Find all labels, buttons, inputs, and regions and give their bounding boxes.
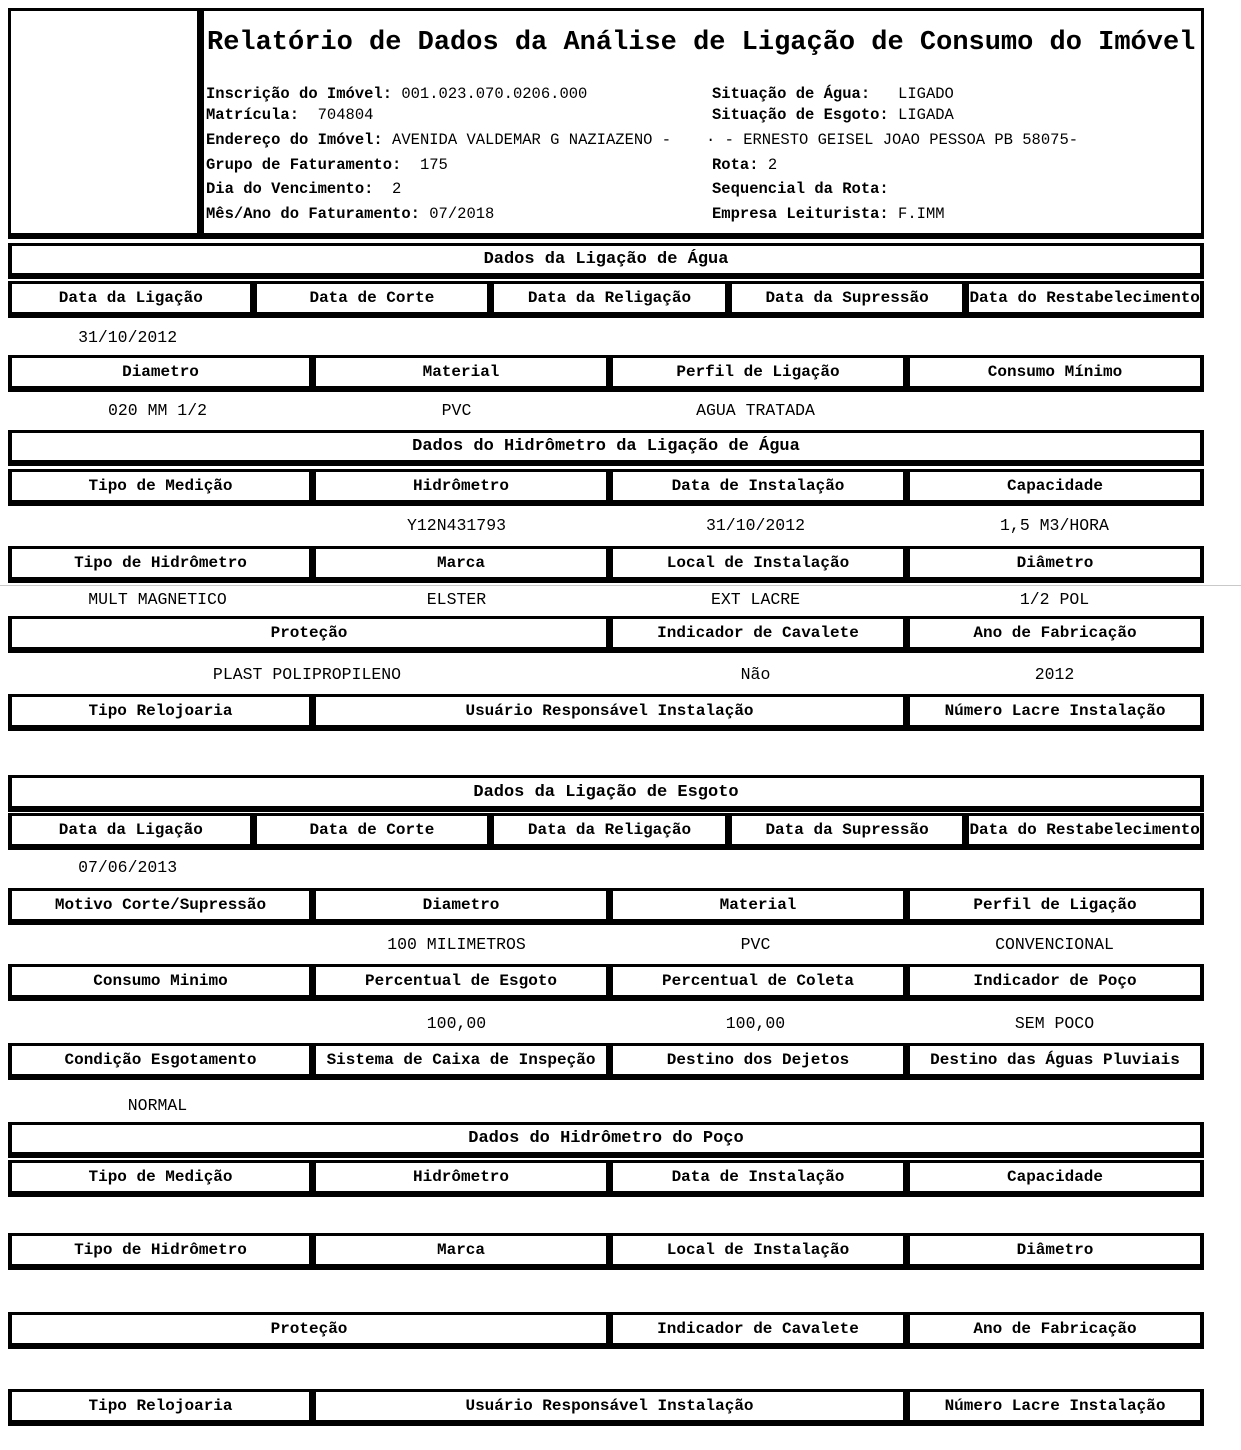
value-cell: 31/10/2012 — [705, 515, 806, 535]
column-header: Marca — [309, 1236, 606, 1264]
column-header: Diâmetro — [903, 1236, 1200, 1264]
value-cell — [307, 1094, 606, 1116]
hidro-agua-value-row-a — [8, 514, 1204, 536]
column-header: Capacidade — [903, 472, 1200, 500]
value-cell: 020 MM 1/2 — [107, 400, 208, 420]
esgoto-header-row-3 — [8, 964, 1204, 1001]
column-header: Data do Restabelecimento — [962, 284, 1200, 312]
field-value: F.IMM — [888, 205, 945, 223]
field-value: LIGADO — [870, 85, 954, 103]
column-header: Data da Supressão — [725, 816, 963, 844]
column-header: Local de Instalação — [606, 1236, 903, 1264]
column-header: Perfil de Ligação — [606, 358, 903, 386]
value-cell — [905, 399, 1204, 421]
value-cell: Não — [740, 664, 771, 684]
hidro-poco-section-title: Dados do Hidrômetro do Poço — [8, 1122, 1204, 1158]
column-header: Data da Religação — [487, 816, 725, 844]
value-cell — [905, 1094, 1204, 1116]
value-cell: 1/2 POL — [1019, 589, 1090, 609]
column-header: Diametro — [309, 891, 606, 919]
value-cell: NORMAL — [127, 1095, 188, 1115]
value-cell — [726, 856, 965, 878]
hidro-agua-value-row-c — [8, 663, 1204, 685]
hidro-poco-header-row-b — [8, 1233, 1204, 1270]
column-header: Número Lacre Instalação — [903, 697, 1200, 725]
value-cell — [247, 326, 486, 348]
column-header: Data da Supressão — [725, 284, 963, 312]
esgoto-header-row-4 — [8, 1043, 1204, 1080]
column-header: Material — [606, 891, 903, 919]
esgoto-header-row-2 — [8, 888, 1204, 925]
esgoto-value-row-4 — [8, 1094, 1204, 1116]
hidro-agua-header-row-a — [8, 469, 1204, 506]
column-header: Data da Religação — [487, 284, 725, 312]
value-cell: CONVENCIONAL — [995, 934, 1114, 954]
field-label: Matrícula: — [206, 106, 300, 124]
column-header: Tipo de Hidrômetro — [74, 1241, 247, 1259]
value-cell: MULT MAGNETICO — [88, 589, 227, 609]
field-label: Situação de Água: — [712, 85, 871, 103]
hidro-agua-header-row-c — [8, 616, 1204, 653]
esgoto-value-row-1 — [8, 856, 1204, 878]
field-value: 07/2018 — [419, 205, 495, 223]
column-header: Motivo Corte/Supressão — [54, 896, 267, 914]
column-header: Perfil de Ligação — [903, 891, 1200, 919]
value-cell: EXT LACRE — [710, 589, 801, 609]
column-header: Número Lacre Instalação — [903, 1392, 1200, 1420]
field-value: LIGADA — [888, 106, 954, 124]
column-header: Hidrômetro — [309, 1163, 606, 1191]
column-header: Data de Instalação — [606, 1163, 903, 1191]
value-cell: 100 MILIMETROS — [387, 934, 526, 954]
column-header: Tipo de Medição — [88, 1168, 233, 1186]
hidro-agua-section-title: Dados do Hidrômetro da Ligação de Água — [8, 430, 1204, 466]
hidro-agua-header-row-d — [8, 694, 1204, 731]
value-cell — [8, 1012, 307, 1034]
column-header: Diâmetro — [903, 549, 1200, 577]
column-header: Usuário Responsável Instalação — [309, 1392, 903, 1420]
value-cell: PLAST POLIPROPILENO — [212, 664, 402, 684]
agua-header-row — [8, 281, 1204, 318]
value-cell — [606, 1094, 905, 1116]
value-cell — [486, 326, 725, 348]
agua-section-title: Dados da Ligação de Água — [8, 243, 1204, 279]
column-header: Condição Esgotamento — [64, 1051, 257, 1069]
logo-placeholder — [11, 11, 197, 230]
column-header: Percentual de Coleta — [606, 967, 903, 995]
field-grupo-faturamento — [206, 156, 448, 174]
value-cell: 1,5 M3/HORA — [1000, 515, 1109, 535]
value-cell — [965, 856, 1204, 878]
hidro-agua-header-row-b — [8, 546, 1204, 583]
column-header: Usuário Responsável Instalação — [309, 697, 903, 725]
field-value: 704804 — [299, 106, 374, 124]
value-cell: Y12N431793 — [406, 515, 507, 535]
hidro-poco-header-row-c — [8, 1312, 1204, 1349]
field-value: · - ERNESTO GEISEL JOAO PESSOA PB 58075- — [706, 131, 1079, 149]
field-label: Inscrição do Imóvel: — [206, 85, 393, 103]
header-divider — [197, 10, 204, 235]
value-cell — [8, 514, 307, 536]
field-endereco-imovel — [206, 131, 671, 149]
value-cell: PVC — [441, 400, 472, 420]
field-label: Dia do Vencimento: — [206, 180, 374, 198]
field-label: Mês/Ano do Faturamento: — [206, 205, 420, 223]
page-break-hairline — [0, 585, 1241, 586]
value-cell: 100,00 — [725, 1013, 786, 1033]
value-cell: 2012 — [1034, 664, 1075, 684]
column-header: Data da Ligação — [58, 821, 203, 839]
column-header: Consumo Mínimo — [903, 358, 1200, 386]
field-empresa-leiturista — [712, 205, 945, 223]
value-cell — [486, 856, 725, 878]
column-header: Marca — [309, 549, 606, 577]
field-value: AVENIDA VALDEMAR G NAZIAZENO - — [382, 131, 672, 149]
agua-value-row — [8, 326, 1204, 348]
hidro-poco-header-row-a — [8, 1160, 1204, 1197]
column-header: Hidrômetro — [309, 472, 606, 500]
field-situacao-esgoto — [712, 106, 954, 124]
column-header: Data do Restabelecimento — [962, 816, 1200, 844]
column-header: Data da Ligação — [58, 289, 203, 307]
field-value: 2 — [373, 180, 402, 198]
column-header: Local de Instalação — [606, 549, 903, 577]
value-cell: ELSTER — [426, 589, 487, 609]
value-cell — [965, 326, 1204, 348]
field-endereco-continuacao — [706, 131, 1078, 149]
field-label: Endereço do Imóvel: — [206, 131, 383, 149]
column-header: Material — [309, 358, 606, 386]
column-header: Ano de Fabricação — [903, 1315, 1200, 1343]
column-header: Ano de Fabricação — [903, 619, 1200, 647]
field-sequencial-rota — [712, 180, 889, 198]
field-inscricao-imovel — [206, 85, 587, 103]
field-label: Sequencial da Rota: — [712, 180, 889, 198]
column-header: Destino das Águas Pluviais — [903, 1046, 1200, 1074]
field-label: Empresa Leiturista: — [712, 205, 889, 223]
value-cell: AGUA TRATADA — [696, 400, 815, 420]
value-cell: 100,00 — [426, 1013, 487, 1033]
field-value: 175 — [401, 156, 448, 174]
field-matricula — [206, 106, 373, 124]
column-header: Tipo de Hidrômetro — [74, 554, 247, 572]
column-header: Tipo de Medição — [88, 477, 233, 495]
value-cell: PVC — [740, 934, 771, 954]
column-header: Capacidade — [903, 1163, 1200, 1191]
value-cell — [726, 326, 965, 348]
field-dia-vencimento — [206, 180, 401, 198]
field-label: Grupo de Faturamento: — [206, 156, 402, 174]
column-header: Indicador de Poço — [903, 967, 1200, 995]
column-header: Percentual de Esgoto — [309, 967, 606, 995]
agua-detail-header-row — [8, 355, 1204, 392]
column-header: Proteção — [270, 624, 348, 642]
column-header: Proteção — [270, 1320, 348, 1338]
column-header: Destino dos Dejetos — [606, 1046, 903, 1074]
column-header: Data de Corte — [250, 284, 488, 312]
esgoto-value-row-3 — [8, 1012, 1204, 1034]
column-header: Consumo Minimo — [93, 972, 228, 990]
hidro-agua-value-row-b — [8, 588, 1204, 610]
agua-detail-value-row — [8, 399, 1204, 421]
column-header: Data de Corte — [250, 816, 488, 844]
value-cell — [8, 933, 307, 955]
column-header: Indicador de Cavalete — [606, 1315, 903, 1343]
column-header: Tipo Relojoaria — [88, 1397, 233, 1415]
field-situacao-agua — [712, 85, 954, 103]
value-cell: SEM POCO — [1014, 1013, 1095, 1033]
field-mes-ano-faturamento — [206, 205, 494, 223]
column-header: Sistema de Caixa de Inspeção — [309, 1046, 606, 1074]
esgoto-section-title: Dados da Ligação de Esgoto — [8, 775, 1204, 812]
hidro-poco-header-row-d — [8, 1389, 1204, 1426]
field-rota — [712, 156, 777, 174]
column-header: Data de Instalação — [606, 472, 903, 500]
field-value: 001.023.070.0206.000 — [392, 85, 588, 103]
field-label: Situação de Esgoto: — [712, 106, 889, 124]
column-header: Indicador de Cavalete — [606, 619, 903, 647]
field-value: 2 — [758, 156, 778, 174]
value-cell: 31/10/2012 — [78, 327, 178, 347]
value-cell: 07/06/2013 — [78, 857, 178, 877]
field-label: Rota: — [712, 156, 759, 174]
value-cell — [247, 856, 486, 878]
esgoto-value-row-2 — [8, 933, 1204, 955]
report-title: Relatório de Dados da Análise de Ligação de Consumo do Imóvel — [207, 28, 1196, 58]
column-header: Tipo Relojoaria — [88, 702, 233, 720]
esgoto-header-row-1 — [8, 813, 1204, 850]
column-header: Diametro — [122, 363, 199, 381]
